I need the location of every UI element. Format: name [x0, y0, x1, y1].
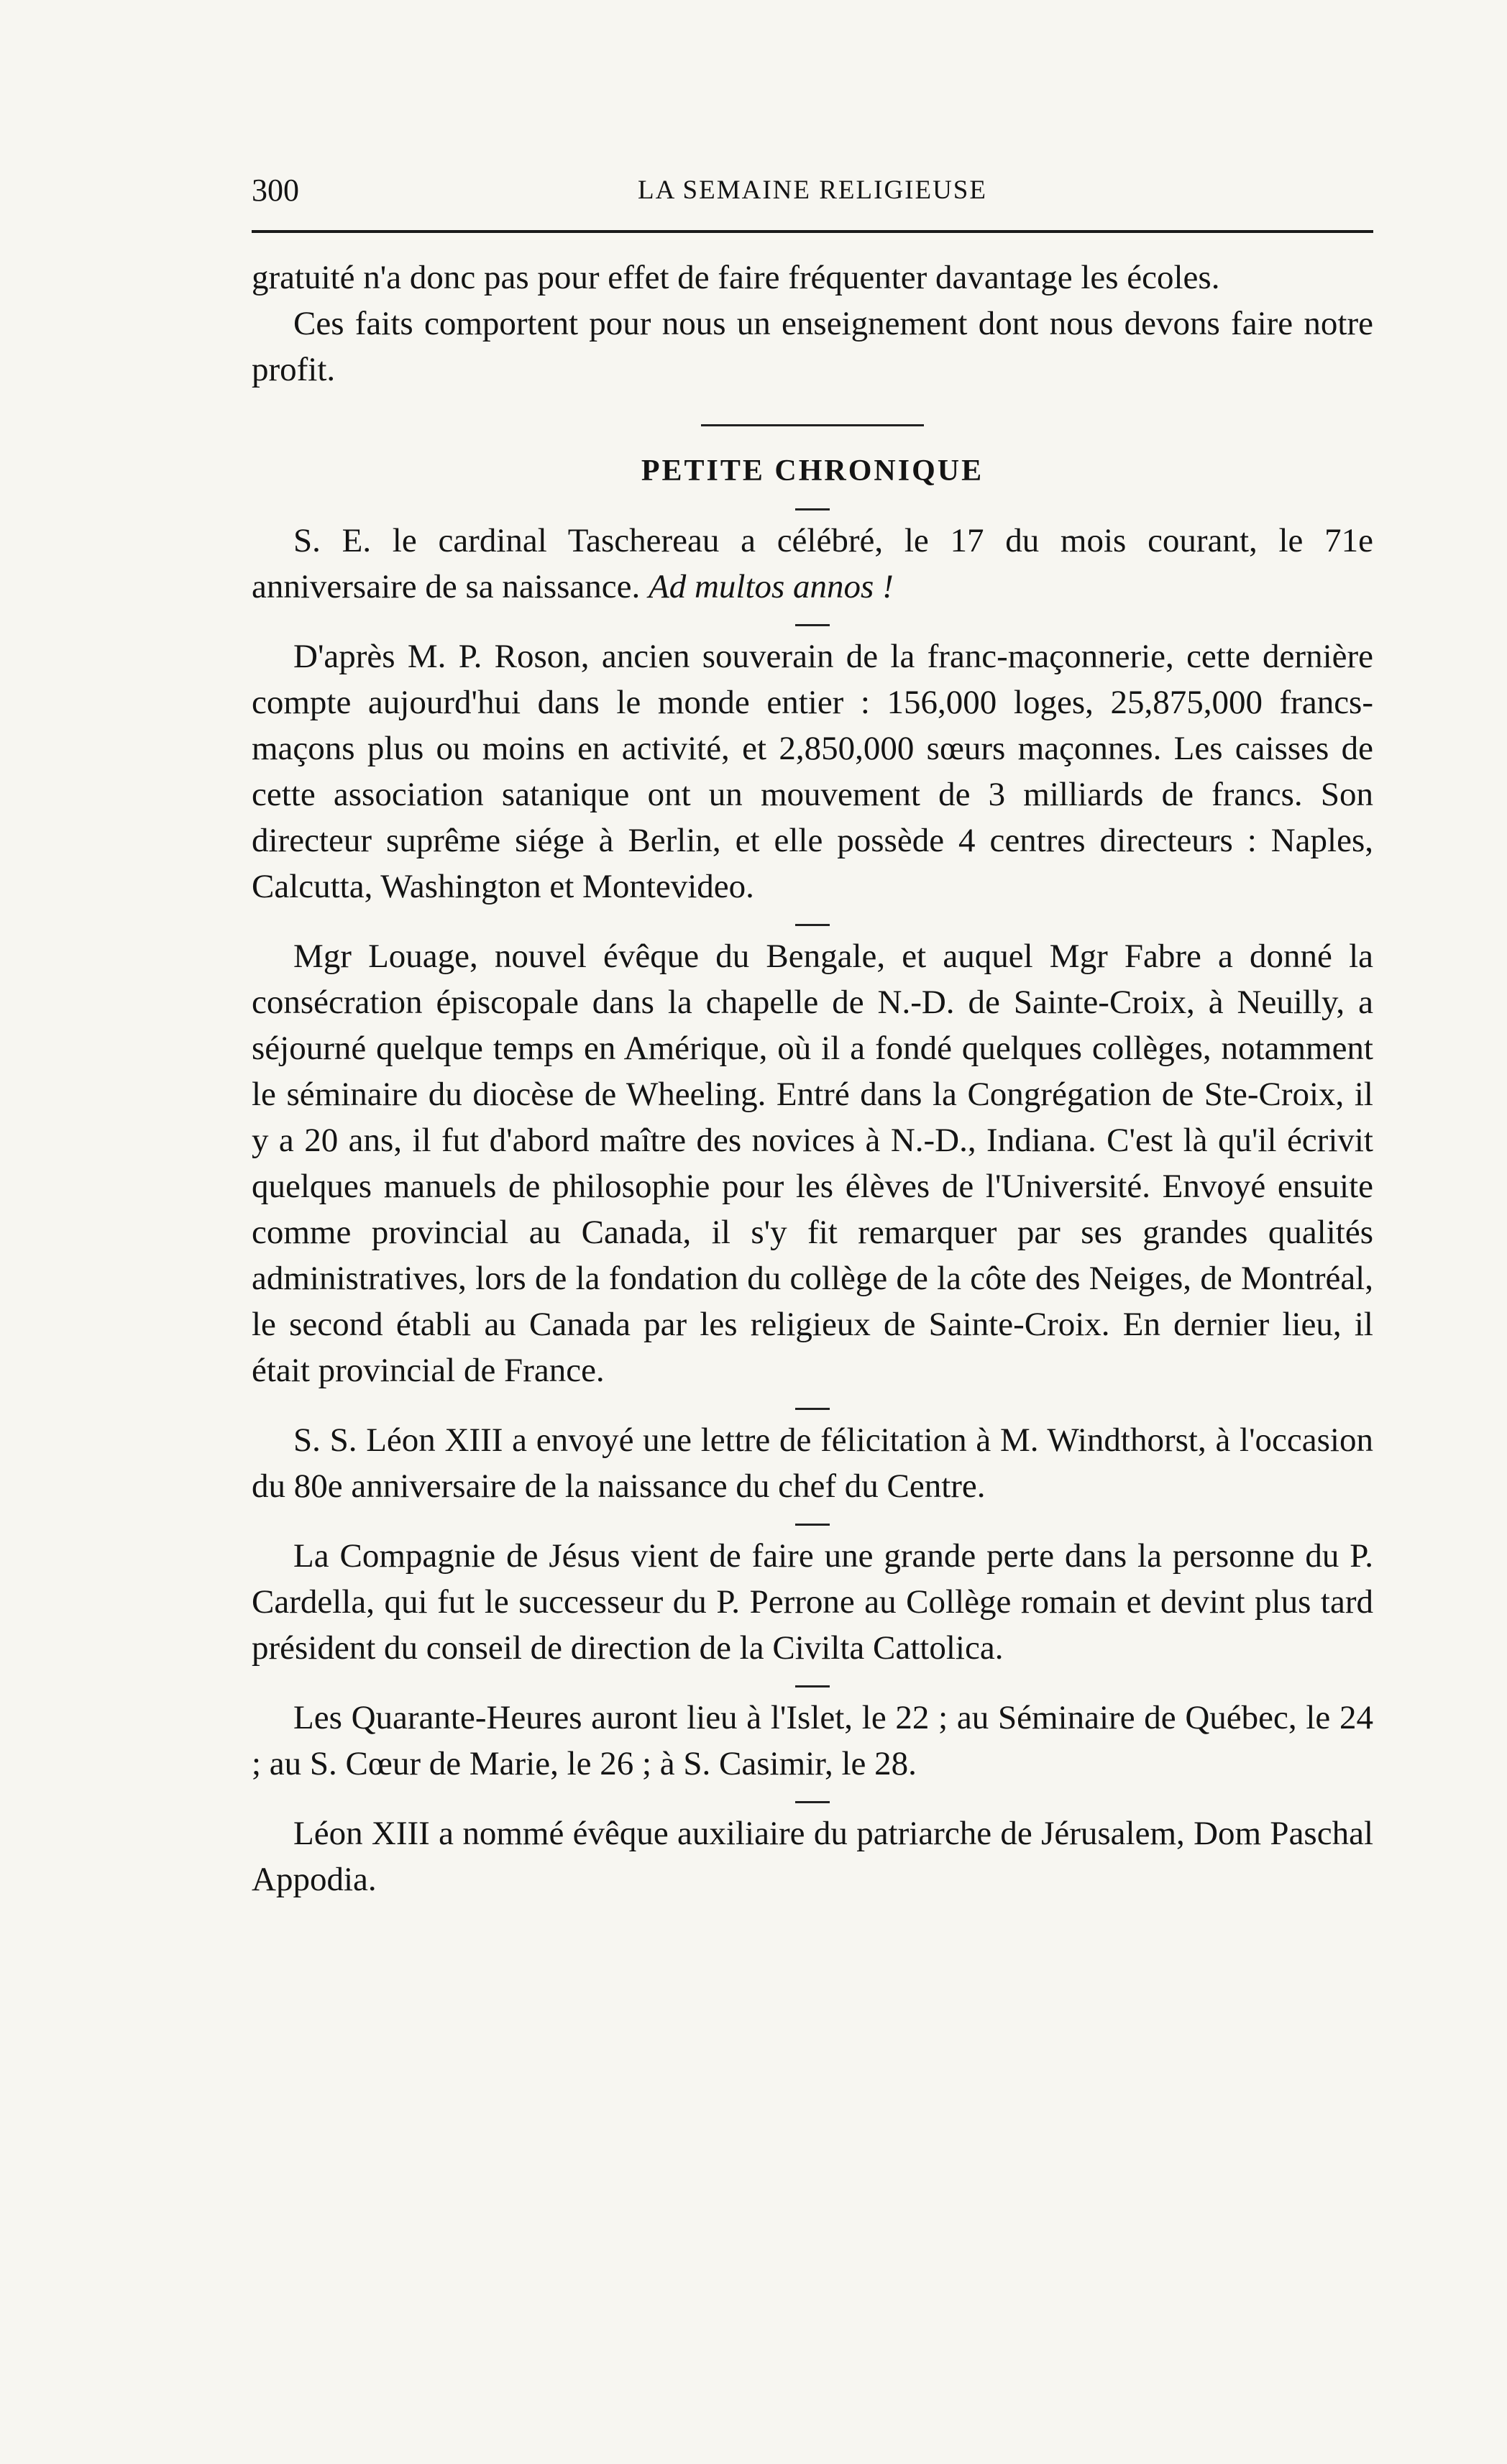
header-rule	[252, 230, 1373, 233]
running-head	[252, 165, 1373, 216]
item-divider	[795, 508, 830, 510]
item-divider	[795, 1685, 830, 1687]
page-number: 300	[252, 173, 299, 208]
item-divider	[795, 1408, 830, 1410]
news-item-mgr-louage: Mgr Louage, nouvel évêque du Bengale, et auquel Mgr Fabre a donné la consécration épiscopale dans la chapelle de N.-D. de Sainte-Croix, à Neuilly, a séjourné quelque temps en Amérique, où il a fondé quelques collèges, notamment le séminaire du diocèse de Wheeling. Entré dans la Congrégation de Ste-Croix, il y a 20 ans, il fut d'abord maître des novices à N.-D., Indiana. C'est là qu'il écrivit quelques manuels de philosophie pour les élèves de l'Université. Envoyé ensuite comme provincial au Canada, il s'y fit remarquer par ses grandes qualités administratives, lors de la fondation du collège de la côte des Neiges, de Montréal, le second établi au Canada par les religieux de Sainte-Croix. En dernier lieu, il était provincial de France.	[252, 938, 1373, 1389]
page	[252, 165, 1373, 1902]
item-divider	[795, 1524, 830, 1526]
latin-phrase: Ad multos annos !	[649, 568, 894, 605]
item-divider	[795, 924, 830, 926]
paragraph-lesson: Ces faits comportent pour nous un enseignement dont nous devons faire notre profit.	[252, 305, 1373, 388]
section-divider	[701, 424, 924, 426]
news-item-cardinal	[252, 518, 1373, 610]
news-item-freemasonry: D'après M. P. Roson, ancien souverain de la franc-maçonnerie, cette dernière compte aujourd'hui dans le monde entier : 156,000 loges, 25,875,000 francs-maçons plus ou moins en activité, et 2,850,000 sœurs maçonnes. Les caisses de cette association satanique ont un mouvement de 3 milliards de francs. Son directeur suprême siége à Berlin, et elle possède 4 centres directeurs : Naples, Calcutta, Washington et Montevideo.	[252, 638, 1373, 905]
section-title: PETITE CHRONIQUE	[641, 454, 984, 487]
news-item-cardinal-text: S. E. le cardinal Taschereau a célébré, le 17 du mois courant, le 71e anniversaire de sa naissance.	[252, 522, 1373, 605]
item-divider	[795, 624, 830, 626]
news-item-cardella: La Compagnie de Jésus vient de faire une grande perte dans la personne du P. Cardella, qui fut le successeur du P. Perrone au Collège romain et devint plus tard président du conseil de direction de la Civilta Cattolica.	[252, 1537, 1373, 1667]
news-item-quarante-heures: Les Quarante-Heures auront lieu à l'Islet, le 22 ; au Séminaire de Québec, le 24 ; au S. Cœur de Marie, le 26 ; à S. Casimir, le 28.	[252, 1699, 1373, 1782]
running-title: LA SEMAINE RELIGIEUSE	[638, 175, 987, 205]
news-item-windthorst: S. S. Léon XIII a envoyé une lettre de félicitation à M. Windthorst, à l'occasion du 80e anniversaire de la naissance du chef du Centre.	[252, 1421, 1373, 1505]
paragraph-continued: gratuité n'a donc pas pour effet de faire fréquenter davantage les écoles.	[252, 259, 1220, 296]
news-item-appodia: Léon XIII a nommé évêque auxiliaire du patriarche de Jérusalem, Dom Paschal Appodia.	[252, 1815, 1373, 1898]
item-divider	[795, 1801, 830, 1803]
